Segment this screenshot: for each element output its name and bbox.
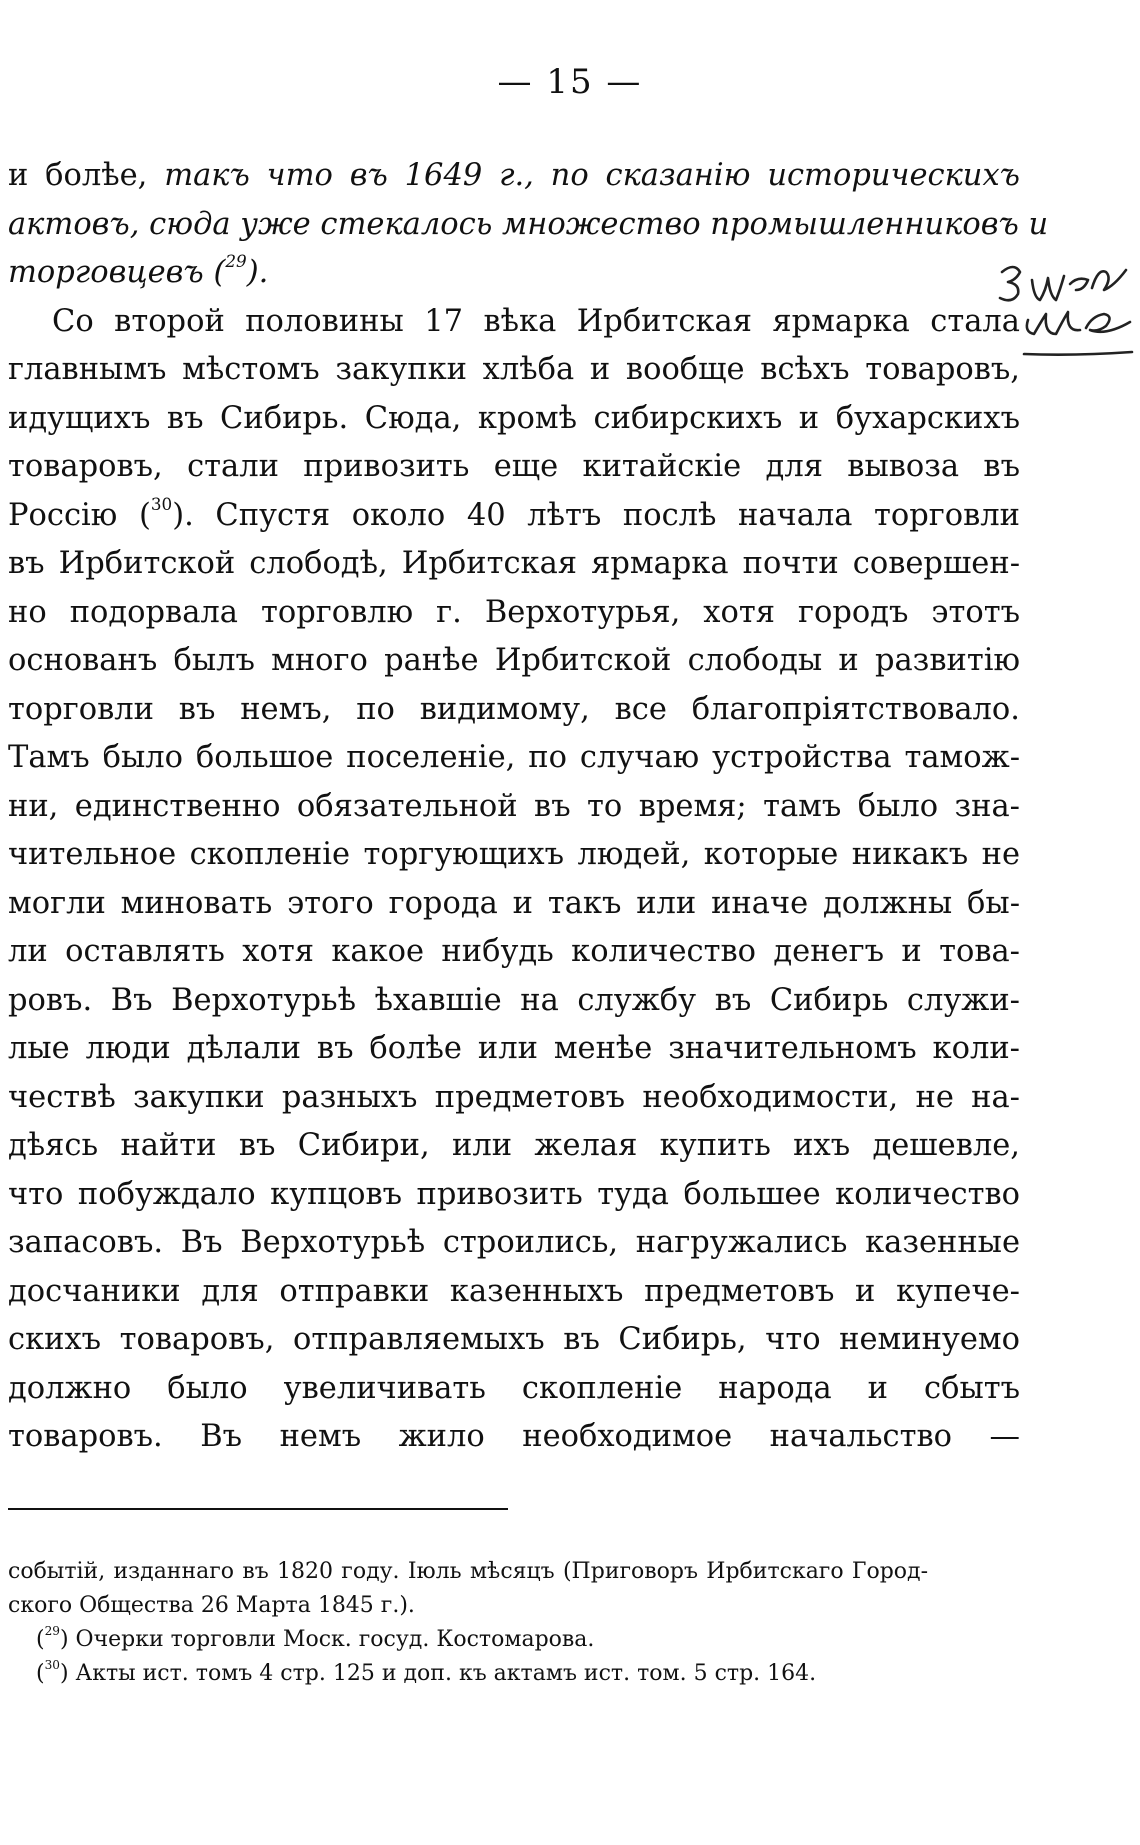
text-line: что побуждало купцовъ привозить туда большее количество <box>8 1176 1020 1212</box>
text-line: Россію ($^{30}$). Спустя около 40 лѣтъ послѣ начала торговли <box>8 493 1020 533</box>
footnote-line: ($^{30}$) Акты ист. томъ 4 стр. 125 и доп. къ актамъ ист. том. 5 стр. 164. <box>36 1658 817 1686</box>
footnote-line: ского Общества 26 Марта 1845 г.). <box>8 1593 415 1618</box>
main-text <box>8 152 1049 1462</box>
text-line: досчаники для отправки казенныхъ предметовъ и купече- <box>8 1273 1020 1309</box>
text-line: чительное скопленіе торгующихъ людей, которые никакъ не <box>8 837 1020 872</box>
text-line: ли оставлять хотя какое нибудь количество денегъ и това- <box>8 934 1020 969</box>
text-line: но подорвала торговлю г. Верхотурья, хотя городъ этотъ <box>8 594 1020 630</box>
handwritten-margin-note <box>994 250 1134 380</box>
footnote-ref: 30 <box>150 493 173 514</box>
footnote-line: ($^{29}$) Очерки торговли Моск. госуд. Костомарова. <box>36 1624 595 1652</box>
footnote-line: событій, изданнаго въ 1820 году. Іюль мѣсяцъ (Приговоръ Ирбитскаго Город- <box>8 1559 928 1584</box>
footnote-number: 30 <box>44 1658 60 1673</box>
footnotes <box>8 1555 928 1691</box>
text-line: Тамъ было большое поселеніе, по случаю устройства тамож- <box>8 740 1020 775</box>
text-line: дѣясь найти въ Сибири, или желая купить ихъ дешевле, <box>8 1128 1020 1163</box>
text-line: чествѣ закупки разныхъ предметовъ необходимости, не на- <box>8 1079 1020 1115</box>
text-line: и болѣе, такъ что въ 1649 г., по сказанію историческихъ <box>8 158 1020 193</box>
text-line: запасовъ. Въ Верхотурьѣ строились, нагружались казенные <box>8 1225 1020 1260</box>
text-line: основанъ былъ много ранѣе Ирбитской слободы и развитію <box>8 643 1020 678</box>
text-line: могли миновать этого города и такъ или иначе должны бы- <box>8 885 1020 921</box>
text-line: торговцевъ ($^{29}$). <box>8 250 269 290</box>
footnote-ref: 29 <box>225 250 247 271</box>
page-number: — 15 — <box>497 62 643 102</box>
footnote-separator <box>8 1508 508 1510</box>
text-line: Со второй половины 17 вѣка Ирбитская ярмарка стала <box>52 303 1020 339</box>
text-line: торговли въ немъ, по видимому, все благопріятствовало. <box>8 691 1020 727</box>
text-line: товаровъ, стали привозить еще китайскіе для вывоза въ <box>8 449 1020 484</box>
text-line: ровъ. Въ Верхотурьѣ ѣхавшіе на службу въ Сибирь служи- <box>8 982 1020 1018</box>
text-line: должно было увеличивать скопленіе народа и сбытъ <box>8 1370 1020 1406</box>
text-line: товаровъ. Въ немъ жило необходимое начальство — <box>8 1419 1020 1454</box>
text-line: актовъ, сюда уже стекалось множество промышленниковъ и <box>8 206 1049 242</box>
text-line: лые люди дѣлали въ болѣе или менѣе значительномъ коли- <box>8 1031 1020 1066</box>
text-line: главнымъ мѣстомъ закупки хлѣба и вообще всѣхъ товаровъ, <box>8 352 1020 387</box>
text-line: ни, единственно обязательной въ то время; тамъ было зна- <box>8 788 1020 824</box>
footnote-number: 29 <box>44 1624 60 1639</box>
handwriting-scribble <box>994 250 1134 380</box>
text-line: скихъ товаровъ, отправляемыхъ въ Сибирь, что неминуемо <box>8 1322 1020 1357</box>
text-line: въ Ирбитской слободѣ, Ирбитская ярмарка почти совершен- <box>8 546 1020 581</box>
text-line: идущихъ въ Сибирь. Сюда, кромѣ сибирскихъ и бухарскихъ <box>8 400 1020 436</box>
